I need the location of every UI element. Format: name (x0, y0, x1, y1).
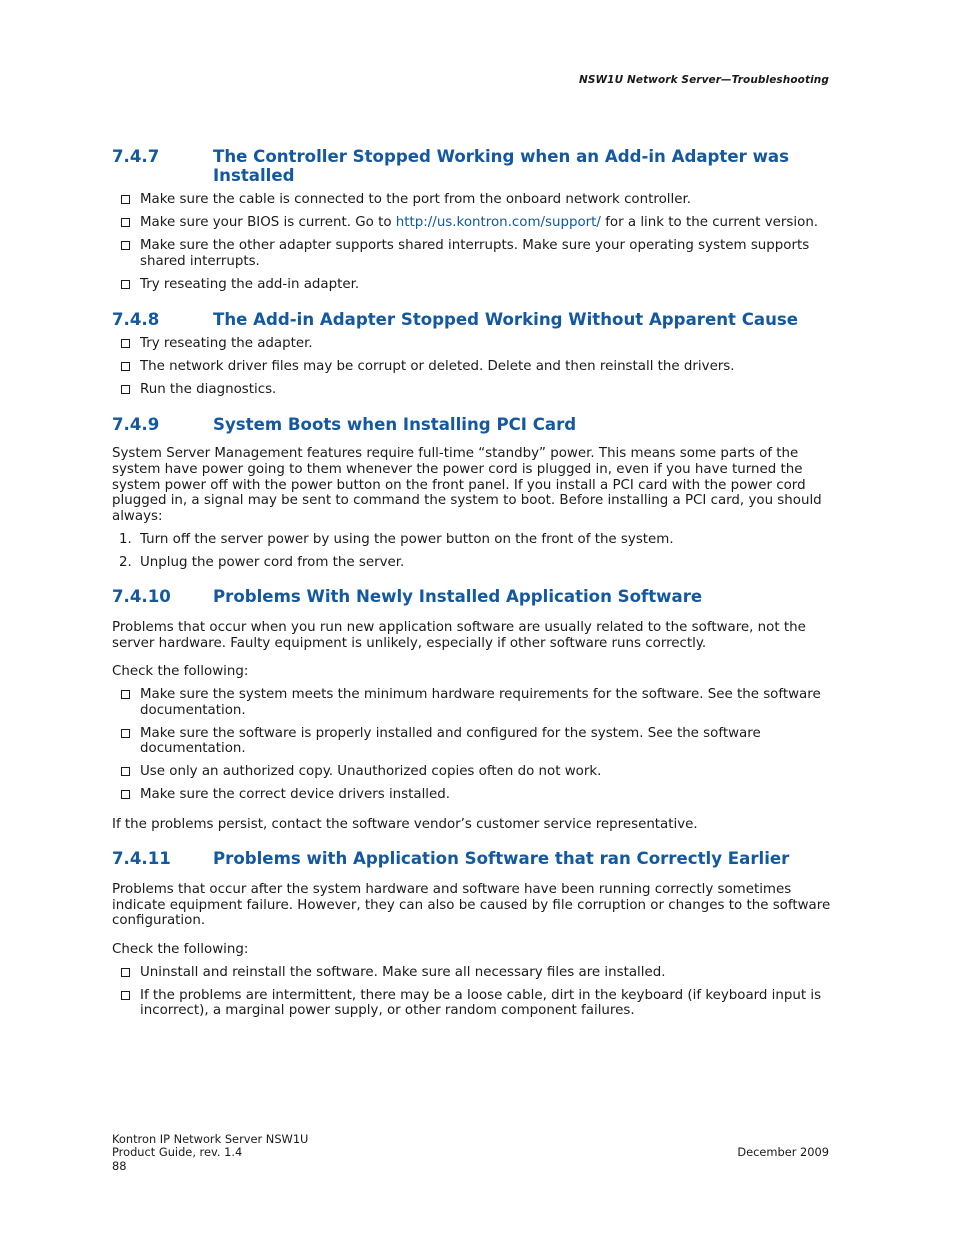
section-title: Problems with Application Software that ran Correctly Earlier (213, 849, 790, 869)
kontron-support-link[interactable]: http://us.kontron.com/support/ (395, 215, 601, 231)
list-item: The network driver files may be corrupt or deleted. Delete and then reinstall the drivers. (112, 359, 832, 375)
list-item: Make sure the correct device drivers installed. (112, 787, 832, 803)
checklist-7-4-7 (112, 192, 832, 292)
section-heading-7-4-8 (112, 311, 832, 330)
list-item: Uninstall and reinstall the software. Make sure all necessary files are installed. (112, 965, 832, 981)
footer-date: December 2009 (737, 1145, 829, 1160)
list-item: Try reseating the add-in adapter. (112, 277, 832, 293)
section-number: 7.4.8 (112, 309, 160, 329)
list-item: 2. Unplug the power cord from the server. (119, 554, 405, 570)
section-heading-7-4-11 (112, 850, 832, 869)
checkbox-bullet-icon (121, 218, 130, 227)
checkbox-bullet-icon (121, 339, 130, 348)
checklist-7-4-10 (112, 687, 832, 803)
list-item: Run the diagnostics. (112, 382, 832, 398)
checkbox-bullet-icon (121, 241, 130, 250)
section-heading-7-4-7 (112, 148, 832, 185)
section-number: 7.4.11 (112, 849, 171, 869)
checklist-7-4-8 (112, 336, 832, 398)
checkbox-bullet-icon (121, 385, 130, 394)
list-item: Try reseating the adapter. (112, 336, 832, 352)
section-number: 7.4.9 (112, 414, 160, 434)
paragraph: If the problems persist, contact the software vendor’s customer service representative. (112, 816, 698, 832)
section-number: 7.4.10 (112, 587, 171, 607)
list-item: Make sure your BIOS is current. Go to http://us.kontron.com/support/ for a link to the current version. (112, 215, 832, 231)
list-item: If the problems are intermittent, there may be a loose cable, dirt in the keyboard (if keyboard input is incorrect), a marginal power supply, or other random component failures. (112, 988, 832, 1019)
page-footer (112, 1133, 829, 1173)
paragraph: System Server Management features require full-time “standby” power. This means some parts of the system have power going to them whenever the power cord is plugged in, even if you have turned the system power off with the power button on the front panel. If you install a PCI card with the power cord plugged in, a signal may be sent to command the system to boot. Before installing a PCI card, you should always: (112, 446, 822, 524)
footer-revision: Product Guide, rev. 1.4 (112, 1145, 243, 1160)
checkbox-bullet-icon (121, 729, 130, 738)
checkbox-bullet-icon (121, 790, 130, 799)
section-number: 7.4.7 (112, 147, 160, 166)
checkbox-bullet-icon (121, 280, 130, 289)
checkbox-bullet-icon (121, 690, 130, 699)
page-number: 88 (112, 1158, 127, 1173)
list-item: Use only an authorized copy. Unauthorized copies often do not work. (112, 764, 832, 780)
section-title: The Add-in Adapter Stopped Working Without Apparent Cause (213, 309, 799, 329)
section-heading-7-4-10 (112, 588, 832, 607)
paragraph: Check the following: (112, 664, 249, 680)
list-item: 1. Turn off the server power by using the power button on the front of the system. (119, 531, 674, 547)
numbered-steps (112, 532, 832, 571)
list-item: Make sure the other adapter supports shared interrupts. Make sure your operating system supports shared interrupts. (112, 238, 832, 269)
paragraph: Check the following: (112, 941, 249, 957)
checklist-7-4-11 (112, 965, 832, 1019)
checkbox-bullet-icon (121, 195, 130, 204)
running-header: NSW1U Network Server—Troubleshooting (578, 74, 829, 86)
section-heading-7-4-9 (112, 416, 832, 435)
section-title: The Controller Stopped Working when an Add-in Adapter was Installed (213, 147, 789, 185)
list-item: Make sure the system meets the minimum hardware requirements for the software. See the software documentation. (112, 687, 832, 718)
list-item: Make sure the cable is connected to the port from the onboard network controller. (112, 192, 832, 208)
list-item: Make sure the software is properly installed and configured for the system. See the software documentation. (112, 726, 832, 757)
checkbox-bullet-icon (121, 362, 130, 371)
checkbox-bullet-icon (121, 968, 130, 977)
paragraph: Problems that occur after the system hardware and software have been running correctly sometimes indicate equipment failure. However, they can also be caused by file corruption or changes to the software configuration. (112, 881, 831, 929)
document-body (112, 148, 832, 1019)
section-title: System Boots when Installing PCI Card (213, 414, 577, 434)
checkbox-bullet-icon (121, 991, 130, 1000)
footer-product: Kontron IP Network Server NSW1U (112, 1132, 309, 1146)
checkbox-bullet-icon (121, 767, 130, 776)
section-title: Problems With Newly Installed Application Software (213, 587, 703, 607)
paragraph: Problems that occur when you run new application software are usually related to the software, not the server hardware. Faulty equipment is unlikely, especially if other software runs correctly. (112, 619, 806, 651)
